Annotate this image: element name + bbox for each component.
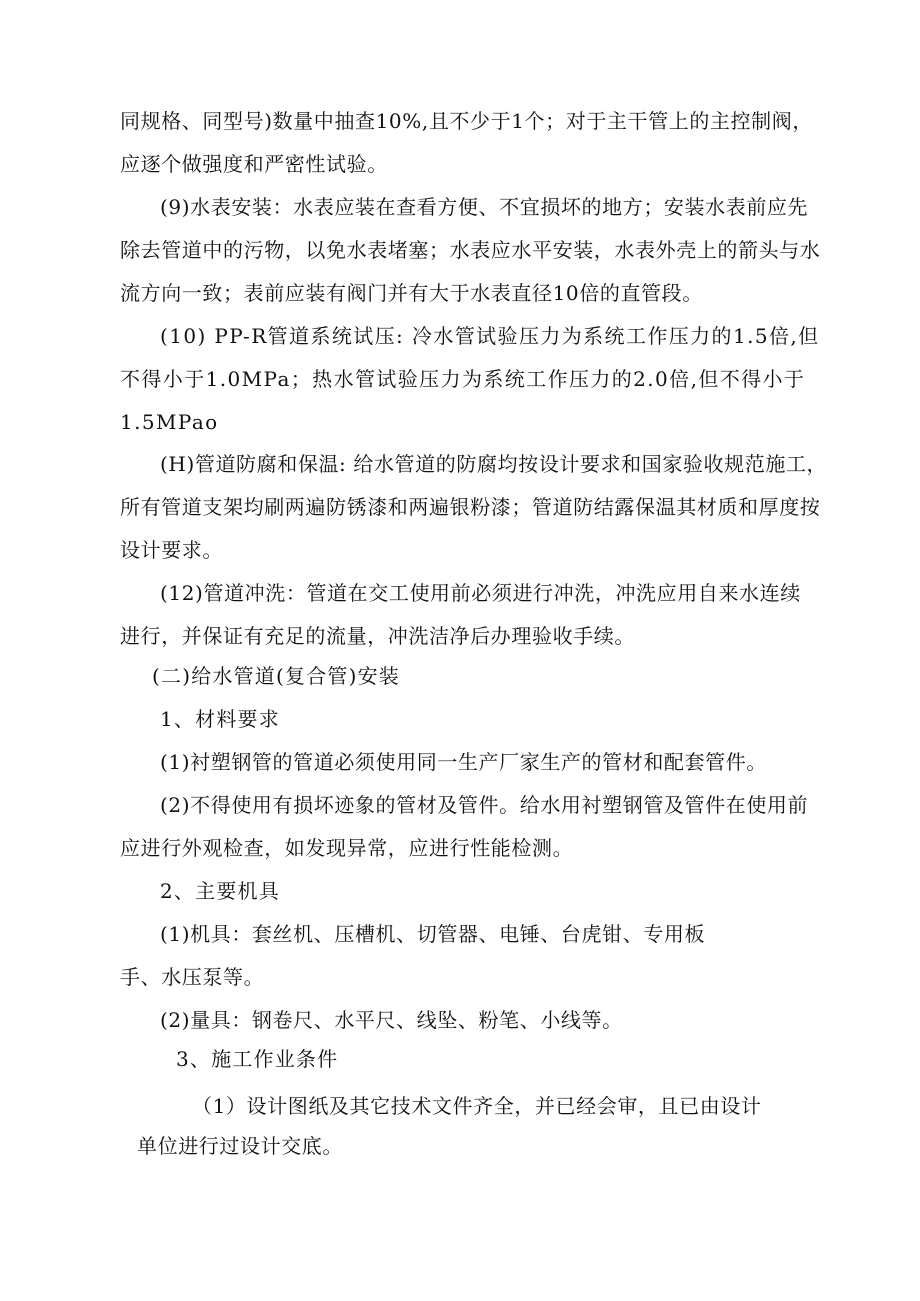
text-line: (1)机具：套丝机、压槽机、切管器、电锤、台虎钳、专用板 bbox=[160, 922, 706, 946]
text-line: 所有管道支架均刷两遍防锈漆和两遍银粉漆；管道防结露保温其材质和厚度按 bbox=[120, 495, 821, 519]
text-line: (10) PP-R管道系统试压: 冷水管试验压力为系统工作压力的1.5倍,但 bbox=[160, 324, 820, 348]
text-line: 手、水压泵等。 bbox=[120, 965, 265, 989]
text-line: 不得小于1.0MPa；热水管试验压力为系统工作压力的2.0倍,但不得小于 bbox=[120, 367, 806, 391]
text-line: 单位进行过设计交底。 bbox=[137, 1134, 343, 1158]
text-line: (1)衬塑钢管的管道必须使用同一生产厂家生产的管材和配套管件。 bbox=[160, 750, 767, 774]
text-line: 设计要求。 bbox=[120, 538, 223, 562]
text-line: 同规格、同型号)数量中抽查10%,且不少于1个；对于主干管上的主控制阀， bbox=[120, 109, 813, 133]
text-line: 流方向一致；表前应装有阀门并有大于水表直径10倍的直管段。 bbox=[120, 281, 703, 305]
subsection-heading: 3、施工作业条件 bbox=[176, 1047, 339, 1071]
text-line: 除去管道中的污物，以免水表堵塞；水表应水平安装，水表外壳上的箭头与水 bbox=[120, 238, 821, 262]
text-line: (H)管道防腐和保温: 给水管道的防腐均按设计要求和国家验收规范施工， bbox=[160, 452, 828, 476]
text-line: (12)管道冲洗：管道在交工使用前必须进行冲洗，冲洗应用自来水连续 bbox=[160, 581, 801, 605]
text-line: （1）设计图纸及其它技术文件齐全，并已经会审，且已由设计 bbox=[192, 1094, 762, 1118]
text-line: 1.5MPao bbox=[120, 410, 219, 434]
text-line: (2)不得使用有损坏迹象的管材及管件。给水用衬塑钢管及管件在使用前 bbox=[160, 793, 809, 817]
text-line: (2)量具：钢卷尺、水平尺、线坠、粉笔、小线等。 bbox=[160, 1008, 623, 1032]
text-line: 应进行外观检查，如发现异常，应进行性能检测。 bbox=[120, 836, 574, 860]
text-line: 应逐个做强度和严密性试验。 bbox=[120, 152, 388, 176]
subsection-heading: 1、材料要求 bbox=[160, 707, 280, 731]
text-line: (9)水表安装：水表应装在查看方便、不宜损坏的地方；安装水表前应先 bbox=[160, 195, 809, 219]
text-line: 进行，并保证有充足的流量，冲洗洁净后办理验收手续。 bbox=[120, 624, 635, 648]
section-heading: (二)给水管道(复合管)安装 bbox=[152, 664, 401, 688]
subsection-heading: 2、主要机具 bbox=[160, 879, 280, 903]
